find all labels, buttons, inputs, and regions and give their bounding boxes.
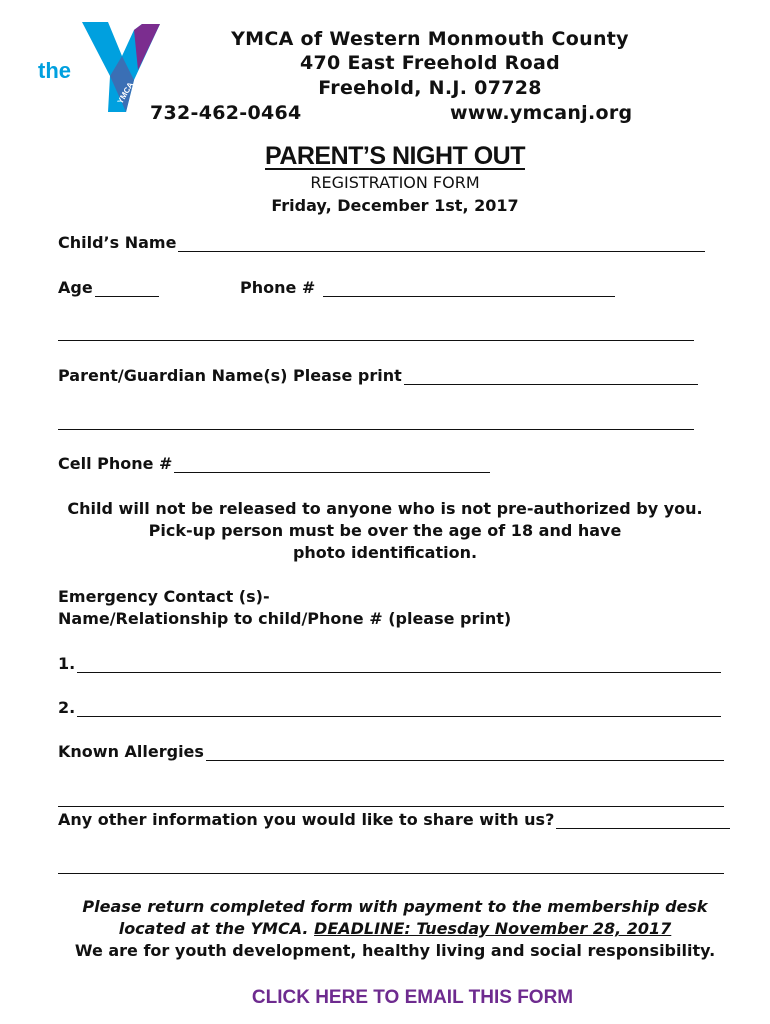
notice-line-2: Pick-up person must be over the age of 18 and have bbox=[148, 521, 622, 540]
age-label: Age bbox=[58, 278, 93, 297]
event-date: Friday, December 1st, 2017 bbox=[271, 196, 519, 215]
blank-line-2[interactable] bbox=[58, 429, 694, 430]
child-name-field bbox=[58, 233, 705, 252]
emergency-contact-1-label: 1. bbox=[58, 654, 76, 673]
other-info-field bbox=[58, 810, 730, 829]
pickup-notice bbox=[0, 498, 770, 564]
age-field bbox=[58, 278, 159, 297]
other-info-label: Any other information you would like to share with us? bbox=[58, 810, 555, 829]
phone-input-line[interactable] bbox=[323, 282, 615, 297]
return-instructions bbox=[0, 896, 770, 962]
org-city: Freehold, N.J. 07728 bbox=[318, 77, 542, 99]
child-name-label: Child’s Name bbox=[58, 233, 177, 252]
cell-phone-label: Cell Phone # bbox=[58, 454, 173, 473]
parent-name-label: Parent/Guardian Name(s) Please print bbox=[58, 366, 402, 385]
allergies-field bbox=[58, 742, 724, 761]
emergency-contact-heading: Emergency Contact (s)- bbox=[58, 587, 270, 606]
allergies-input-line[interactable] bbox=[206, 746, 724, 761]
emergency-contact-1-input-line[interactable] bbox=[77, 658, 721, 673]
logo-mark-text: YMCA bbox=[115, 80, 136, 106]
other-info-input-line[interactable] bbox=[556, 814, 730, 829]
blank-line-1[interactable] bbox=[58, 340, 694, 341]
emergency-contact-2-field bbox=[58, 698, 721, 717]
org-name: YMCA of Western Monmouth County bbox=[231, 28, 629, 50]
org-street: 470 East Freehold Road bbox=[299, 52, 560, 74]
notice-line-1: Child will not be released to anyone who is not pre-authorized by you. bbox=[67, 499, 703, 518]
form-title: PARENT’S NIGHT OUT bbox=[265, 142, 525, 170]
blank-line-4[interactable] bbox=[58, 873, 724, 874]
emergency-contact-2-label: 2. bbox=[58, 698, 76, 717]
org-phone: 732-462-0464 bbox=[150, 102, 302, 124]
org-website: www.ymcanj.org bbox=[450, 102, 633, 124]
phone-field bbox=[240, 278, 615, 297]
parent-name-field bbox=[58, 366, 698, 385]
footer-mission: We are for youth development, healthy living and social responsibility. bbox=[74, 941, 716, 960]
phone-label: Phone # bbox=[240, 278, 316, 297]
emergency-contact-2-input-line[interactable] bbox=[77, 702, 721, 717]
cell-phone-field bbox=[58, 454, 490, 473]
notice-line-3: photo identification. bbox=[292, 543, 478, 562]
child-name-input-line[interactable] bbox=[178, 237, 705, 252]
age-input-line[interactable] bbox=[95, 282, 159, 297]
emergency-contact-1-field bbox=[58, 654, 721, 673]
deadline-text: DEADLINE: Tuesday November 28, 2017 bbox=[314, 919, 672, 938]
email-form-link[interactable]: CLICK HERE TO EMAIL THIS FORM bbox=[251, 987, 574, 1008]
footer-line-1: Please return completed form with payment to the membership desk bbox=[82, 897, 708, 916]
cell-phone-input-line[interactable] bbox=[174, 458, 490, 473]
footer-line-2 bbox=[0, 918, 770, 940]
blank-line-3[interactable] bbox=[58, 806, 724, 807]
logo-the-text: the bbox=[38, 58, 71, 83]
parent-name-input-line[interactable] bbox=[404, 370, 698, 385]
footer-line-2-prefix: located at the YMCA. bbox=[118, 919, 309, 938]
allergies-label: Known Allergies bbox=[58, 742, 204, 761]
form-subtitle: REGISTRATION FORM bbox=[310, 173, 480, 192]
emergency-contact-instructions: Name/Relationship to child/Phone # (please print) bbox=[58, 609, 512, 628]
